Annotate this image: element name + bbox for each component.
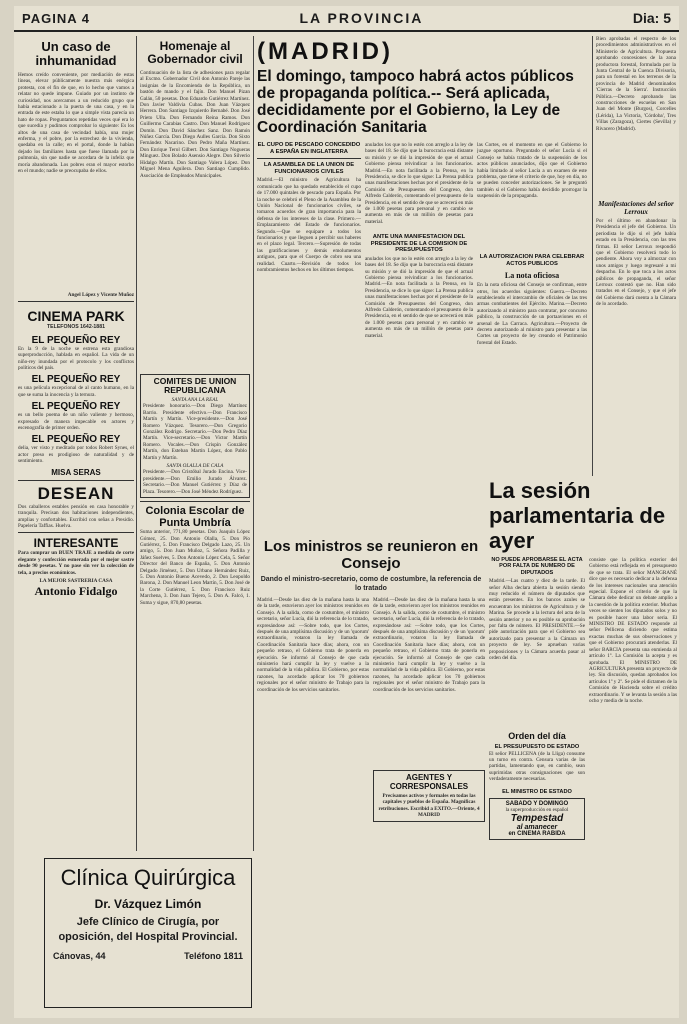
homenaje-list: Continuación de la lista de adhesiones para regalar al Excmo. Gobernador Civil don Antonio Pareje las insignias de la Encomienda de la República, un bastón de mando y el fajín. Don Manuel Pizan Galán, 50 pesetas. Don Eduardo Gutiérrez Martínez. Don Javier Valdivia Cubas. Don Juan Vázquez Herrera. Don Santiago Izquierdo Bernabé. Don José Prieto Ulla. Don Fernando Reina Ramos. Don Guillermo Carabias Castro. Don Manuel Rodríguez Domín. Don David Sánchez Sanz. Don Ramón Núñez García. Don Diego Aulles García. Don Sixto Fernández Nacarino. Don Pedro Maña Martínez. Don Enrique Terol Gilbert. Don Santiago Nogueras Mínguez. Don Bolado Asensio Alegre. Don Silverio Hidalgo Martín. Don Santiago Valera López. Don Miguel Mena Aguilera. Don Santiago Cumplido. Asociación de Empleados Municipales. xyxy=(140,70,250,179)
film-text-1: En la 9 de la noche se estrena esta grandiosa superproducción, hablada en español. La vida de un niño-rey inundada por el protocolo y los conflictos políticos del país. xyxy=(18,345,134,372)
clinica-address: Cánovas, 44 xyxy=(53,951,106,961)
sesion-sub-a: NO PUEDE APROBARSE EL ACTA POR FALTA DE NUMERO DE DIPUTADOS xyxy=(491,557,583,576)
colonia-title: Colonia Escolar de Punta Umbría xyxy=(145,505,245,530)
sesion-left xyxy=(489,557,585,851)
sesion-columns xyxy=(489,557,679,851)
ministros-headline: Los ministros se reunieron en Consejo xyxy=(263,538,479,572)
ministros-story xyxy=(257,538,485,851)
clinica-description: Jefe Clínico de Cirugía, por oposición, del Hospital Provincial. xyxy=(58,916,238,943)
lead-col-c xyxy=(477,142,587,507)
cinema-phone: TELEFONOS 1642-1881 xyxy=(47,324,105,331)
column-divider-3 xyxy=(592,36,593,476)
clinica-ad xyxy=(44,858,252,1008)
film-title-2: EL PEQUEÑO REY xyxy=(31,374,121,386)
clinica-phone: Teléfono 1811 xyxy=(184,951,243,961)
film-text-3: es un bello poema de un niño valiente y hermoso, expresado de manera impecable en actores y escenografía de primer orden. xyxy=(18,412,134,432)
lead-kicker: (MADRID) xyxy=(257,38,393,65)
lead-sub-4: LA AUTORIZACION PARA CELEBRAR ACTOS PUBLICOS xyxy=(479,254,585,267)
lead-body-a: Madrid.—El ministro de Agricultura ha comunicado que ha quedado establecido el cupo de 17.000 quintales de pescado para España. Por la noche se celebró el Pleno de la Asamblea de la Unión Nacional de funcionarios civiles, se tomaron acuerdos de gran importancia para la defensa de los intereses de la clase. Primero.—Emplazamiento del Estado de funcionarios. Segundo.—Que se equipare a todos los funcionarios y que lleguen a percibir sus haberes en el plazo legal. Tercero.—Supresión de todas las gratificaciones y demás emolumentos antiguos, para que el Cuerpo de cobro sea una realidad. Cuarto.—Revisión de todos los nombramientos hechos en los últimos tiempos. xyxy=(257,177,361,274)
sesion-right-text: consiste que la política exterior del Gobierno está reflejada en el presupuesto de que se trata. El señor MANGRANÉ dice que es necesario dedicar a la defensa de los intereses nacionales una atención especial. Expone el criterio de que la Cámara debe dedicar un debate amplio a la cuestión de la política exterior. Muchas veces se sienten los diputados solos y no es posible hacer una labor seria. El MINISTRO DE ESTADO responde al señor Pellicena diciendo que estima exactas muchas de sus observaciones y que el Gobierno procurará atenderlas. El señor BARCIA presenta una enmienda al artículo 1º. La Comisión la acepta y es aprobada. El MINISTRO DE AGRICULTURA presenta un proyecto de ley. Sin discusión, quedan aprobados los artículos 1º y 2º. Se pide el dictamen de la Comisión de Hacienda sobre el crédito extraordinario. Y se levanta la sesión a las ocho y media de la noche. xyxy=(589,557,677,704)
sesion-sub-b: EL PRESUPUESTO DE ESTADO xyxy=(494,744,580,751)
newspaper-page xyxy=(14,6,679,1018)
lead-sub-3: ANTE UNA MANIFESTACION DEL PRESIDENTE DE LA COMISION DE PRESUPUESTOS xyxy=(370,234,468,254)
sesion-body-b: El señor PELLICENA (de la Lliga) consume un turno en contra. Censura varias de las partidas, lamentando que, en cambio, sean suprimidas otras consignaciones que son verdaderamente necesarias. xyxy=(489,750,585,783)
lead-columns xyxy=(257,142,589,507)
ministros-subhead: Dando el ministro-secretario, como de costumbre, la referencia de lo tratado xyxy=(260,576,482,592)
page-header xyxy=(14,6,679,32)
sastre-label: LA MEJOR SASTRERIA CASA xyxy=(39,577,113,584)
column-divider-1 xyxy=(136,36,137,851)
lead-col-b xyxy=(365,142,473,507)
page-number: PAGINA 4 xyxy=(22,10,90,26)
film-title-4: EL PEQUEÑO REY xyxy=(31,434,121,446)
column-1 xyxy=(18,36,134,851)
lead-sub-1: EL CUPO DE PESCADO CONCEDIDO A ESPAÑA EN INGLATERRA xyxy=(257,142,361,155)
sabado-sub: la superproducción en español xyxy=(505,807,569,814)
lead-col-a xyxy=(257,142,361,507)
desean-title: DESEAN xyxy=(37,483,115,503)
film-text-4: delia, ver visto y meditado por todos Robert Synes, el actor preso es prodigioso de naturalidad y de sentimiento. xyxy=(18,445,134,465)
agentes-box xyxy=(373,770,485,822)
film-title-1: EL PEQUEÑO REY xyxy=(31,334,121,346)
column-divider-2 xyxy=(253,36,254,851)
lead-body-b: anulados los que no lo estén con arreglo a la ley de bases del 18. Se dijo que la burocracia está distante su misión y se dió la impresión de que el actual Gobierno piensa reivindicar a los funcionarios. Madrid.—En nota facilitada a la Prensa, en la Presidencia, se dice lo que sigue: La Prensa publica unas manifestaciones hechas por el presidente de la Comisión de Presupuestos del Congreso, don Alfredo Calderón, comentando el presupuesto de la Presidencia, en el sentido de que se acrecerá en más de 1.000 pesetas para personal y en cambio se aumenta en más de un millón de pesetas para material. xyxy=(365,142,473,225)
comites-text: Presidente honorario.—Don Diego Martínez Barrio. Presidente efectivo.—Don Francisco Martín y Martín. Vice-presidente.—Don José Romero Vázquez. Tesorero.—Don Gregorio González Rodrigo. Secretario.—Don Pedro Díaz Martín. Vice-secretario.—Don Victor Martín Romero. Vocales.—Don Crispín González Martín, don Esteban Martín López, don Pablo Martín y Martín. xyxy=(143,403,247,461)
interesante-text: Para comprar un BUEN TRAJE a medida de corte elegante y confección esmerada por el mejor sastre desde 90 pesetas. Y no pase sin ver la colección de tela, a precios económicos. xyxy=(18,550,134,576)
column-2 xyxy=(140,36,250,851)
ministros-body: Madrid.—Desde las diez de la mañana hasta la una de la tarde, estuvieron ayer los ministros reunidos en Consejo. A la salida, como de costumbre, el ministro secretario, señor Lucía, dió la referencia de lo tratado, expresándose así: —Sobre todo, que los Cortes, después de una amplísima discusión y de un 'quorum' extraordinario, votaron la ley llamada de Coordinación Sanitaria hace días; ahora, con un pequeño retraso, el Gobierno trata de ponerla en ejecución. Se informó al Consejo de que cada ministerio hará cumplir la ley y vuelve a la normalidad de la vida pública. El Gobierno, por estas razones, ha acordado aplicar los 70 gobiernos regionales por el señor ministro de Trabajo para la coordinación de los servicios sanitarios. xyxy=(257,597,369,693)
lead-story xyxy=(257,36,589,536)
orden-title: Orden del día xyxy=(508,731,566,742)
comites-box xyxy=(140,374,250,498)
sabado-domingo: SABADO Y DOMINGO xyxy=(505,801,569,808)
article-title-inhumanidad: Un caso de inhumanidad xyxy=(35,39,117,68)
lead-sub-2: LA ASAMBLEA DE LA UNION DE FUNCIONARIOS CIVILES xyxy=(263,162,355,175)
issue-date: Dia: 5 xyxy=(632,10,671,26)
colonia-list: Suma anterior, 771,80 pesetas. Don Joaquín López Gómez, 25. Don Antonio Olalla, 5. Don Pío Gutiérrez, 5. Don Francisco Delgado Lazo, 25. Un amigo, 5. Don Juan Muñoz, 5. Señora Padilla y Jáñez Suelves, 5. Don Antonio López Cela, 5. Señor Director del Banco de España, 5. Don Antonio Delgado Jiménez, 5. Don Urbano Hernández Ruiz, 5. Don Antonio Bueno Acevedo, 2. Don Leopoldo Barona, 2. Don Manuel Leon Martín, 5. Don José de la Corte Gutiérrez, 5. Don Francisco Ruiz Marchena, 3. Don Juan Tejero, 5. Don A. Falcó, 1. Suma y sigue, 870,80 pesetas. xyxy=(140,529,250,606)
sastre-name: Antonio Fidalgo xyxy=(34,584,118,599)
interesante-title: INTERESANTE xyxy=(33,536,119,551)
cinema-rabida: en CINEMA RABIDA xyxy=(508,831,566,838)
lead-body-c: las Cortes, en el momento en que el Gobierno lo juzgue oportuno. Preguntado el señor Lucía si el Consejo se había tratado de la suspensión de los actos públicos anunciados, dijo que el Gobierno había limitado al señor Lucía a un examen de este problema, que tiene el criterio de que, hoy en día, no se pueden conceder autorizaciones. Se le preguntó también si el Gobierno había decidido prorrogar la suspensión de la propaganda. xyxy=(477,142,587,200)
column-right-top xyxy=(596,36,676,476)
comites-title: COMITES DE UNION REPUBLICANA xyxy=(153,376,237,395)
nota-title: La nota oficiosa xyxy=(504,271,560,281)
ministros-columns xyxy=(257,597,485,851)
film-text-2: es una película excepcional de al canto humano, en la que se suma la inocencia y la ternura. xyxy=(18,385,134,398)
lead-headline: El domingo, tampoco habrá actos públicos de propaganda política.-- Será aplicada, decididamente por el Gobierno, la Ley de Coordinación Sanitaria xyxy=(257,68,574,136)
misa-seras: MISA SERAS xyxy=(51,467,101,477)
homenaje-title: Homenaje al Gobernador civil xyxy=(147,39,243,66)
lerroux-text: Por el último en abandonar la Presidencia el jefe del Gobierno. Un periodista le dijo si el jefe había estado en la Presidencia, con las tres firmas. El señor Lerroux respondió que el Gobierno resolverá todo lo pendiente. Ahora voy a almorzar con unos amigos y luego regresaré a mi despacho. En lo que toca a los actos públicos de propaganda, el señor Lerroux contestó que no. Han sido tratados en el Consejo, y que el jefe del Gobierno dará cuenta a la Cámara de lo acordado. xyxy=(596,218,676,308)
clinica-title: Clínica Quirúrgica xyxy=(60,865,236,890)
desean-text: Dos caballeros estables pensión en casa honorable y tranquila. Precisan dos habitaciones independientes, amplias y confortables. Escribid con señas a Presidio. Papelería Taffias. Huelva. xyxy=(18,503,134,529)
agentes-title: AGENTES Y CORRESPONSALES xyxy=(389,773,469,791)
agentes-text: Precisamos activos y formales en todas las capitales y pueblos de España. Magníficas retribuciones. Escribid a EXITO.—Oriente, 4 MADRID xyxy=(378,793,480,819)
film-title-3: EL PEQUEÑO REY xyxy=(31,401,121,413)
clinica-contact xyxy=(53,951,243,961)
amanecer: al amanecer xyxy=(516,824,558,832)
ministros-body-cont: Madrid.—Desde las diez de la mañana hasta la una de la tarde, estuvieron ayer los ministros reunidos en Consejo. A la salida, como de costumbre, el ministro secretario, señor Lucía, dió la referencia de lo tratado, expresándose así: —Sobre todo, que los Cortes, después de una amplísima discusión y de un 'quorum' extraordinario, votaron la ley llamada de Coordinación Sanitaria hace días; ahora, con un pequeño retraso, el Gobierno trata de ponerla en ejecución. Se informó al Consejo de que cada ministerio hará cumplir la ley y vuelve a la normalidad de la vida pública. El Gobierno, por estas razones, ha acordado aplicar los 70 gobiernos regionales por el señor ministro de Trabajo para la coordinación de los servicios sanitarios. xyxy=(373,597,485,693)
comites-subtitle-2: SANTA OLALLA DE CALA xyxy=(166,463,224,470)
lerroux-title: Manifestaciones del señor Lerroux xyxy=(598,200,674,216)
article-body-inhumanidad: Hemos creído conveniente, por mediación de estas líneas, elevar públicamente nuestra más enérgica protesta, con el fin de que, en lo hecho que vamos a relatar no quede impune. Guiado por un instinto de curiosidad, nos acercamos a un reducido grupo que había estacionado a la puerta de una casa, y en la entrada de este estaba lo que a simple vista parecía un hato de ropas. Preguntamos repetidas veces qué era lo que sucedía y pudimos comprobar lo siguiente: Es los altos de una casa de vecindad había, una mujer enferma, y el pobre, por la estrechez de la vivienda, quedaba en la calle; en el portal, donde la habían dejado los familiares hasta que fuese llamada por la pulmonía, sin que nadie se acordara de la infeliz que moría abandonada. Los pobres eran el mayor estorbo en el mundo; nadie se preocupaba de ellos. xyxy=(18,72,134,175)
clinica-doctor: Dr. Vázquez Limón xyxy=(94,897,202,911)
article-signature: Angel López y Vicente Muñoz xyxy=(67,292,134,298)
sesion-sub-c: EL MINISTRO DE ESTADO xyxy=(502,788,572,795)
sesion-body-a: Madrid.—Las cuatro y diez de la tarde. El señor Alba declara abierta la sesión siendo muy reducido el número de diputados que están presentes. En los bancos azules se encuentran los ministros de Agricultura y de Marina. Se procede a la lectura del acta de la sesión anterior y no es posible su aprobación por falta de número. El PRESIDENTE.—Se pide autorización para que el Gobierno sea autorizado para presentar a la Cámara un proyecto de ley. Se aprueban varias proposiciones y la Cámara acuerda pasar al orden del día. xyxy=(489,578,585,662)
lead-body-b-cont: anulados los que no lo estén con arreglo a la ley de bases del 18. Se dijo que la burocracia está distante su misión y se dió la impresión de que el actual Gobierno piensa reivindicar a los funcionarios. Madrid.—En nota facilitada a la Prensa, en la Presidencia, se dice lo que sigue: La Prensa publica unas manifestaciones hechas por el presidente de la Comisión de Presupuestos del Congreso, don Alfredo Calderón, comentando el presupuesto de la Presidencia, en el sentido de que se acrecerá en más de 1.000 pesetas para personal y en cambio se aumenta en más de un millón de pesetas para material. xyxy=(365,255,473,339)
cinema-park-title: CINEMA PARK xyxy=(27,308,125,325)
right-top-text: Bien aprobadas el respecto de los procedimientos administrativos en el Ministerio de Agricultura. Propuesta aprobando concesiones de la zona productora forestal, formulada por la Junta Central de la Cuenca Divisoria, para un forestal en los terrenos de la provincia de Madrid denominados 'Cierras de la Sierra'. Instrucción Pública.—Decreto aprobando las construcciones de escuelas en San Juan del Monte (Burgos), Corcelles (Lérida), La Victoria, 'Córdoba', Tres Villas (Zaragoza), Ciertes (Sevilla) y Rivacero (Madrid). xyxy=(596,36,676,132)
tempestad-title: Tempestad xyxy=(510,813,564,825)
nota-text: En la nota oficiosa del Consejo se confirman, entre otros, los acuerdos siguientes: Guerra.—Decreto estableciendo el intercambio de oficiales de las tres armas combatientes del Ejército. Marina.—Decreto autorizando al ministro para contratar, por concurso público, la construcción de un portaaviones en el arsenal de La Carraca. Agricultura.—Proyecto de decreto autorizando al ministro para presentar a las Cortes un proyecto de ley creando el Patrimonio forestal del Estado. xyxy=(477,282,587,346)
masthead: LA PROVINCIA xyxy=(299,10,424,26)
comites-text-2: Presidente.—Don Cristóbal Jurado Encina. Vice-presidente.—Don Emilio Jurado Álvarez. Secretario.—Don Manuel Gutiérrez y Díaz de Plaza. Tesorero.—Don José Méndez Rodríguez. xyxy=(143,469,247,495)
tempestad-box xyxy=(489,798,585,840)
sesion-headline: La sesión parlamentaria de ayer xyxy=(489,478,666,553)
comites-subtitle: SANTA ANA LA REAL xyxy=(171,397,219,403)
sesion-story xyxy=(489,478,679,851)
ministros-right xyxy=(373,597,485,851)
